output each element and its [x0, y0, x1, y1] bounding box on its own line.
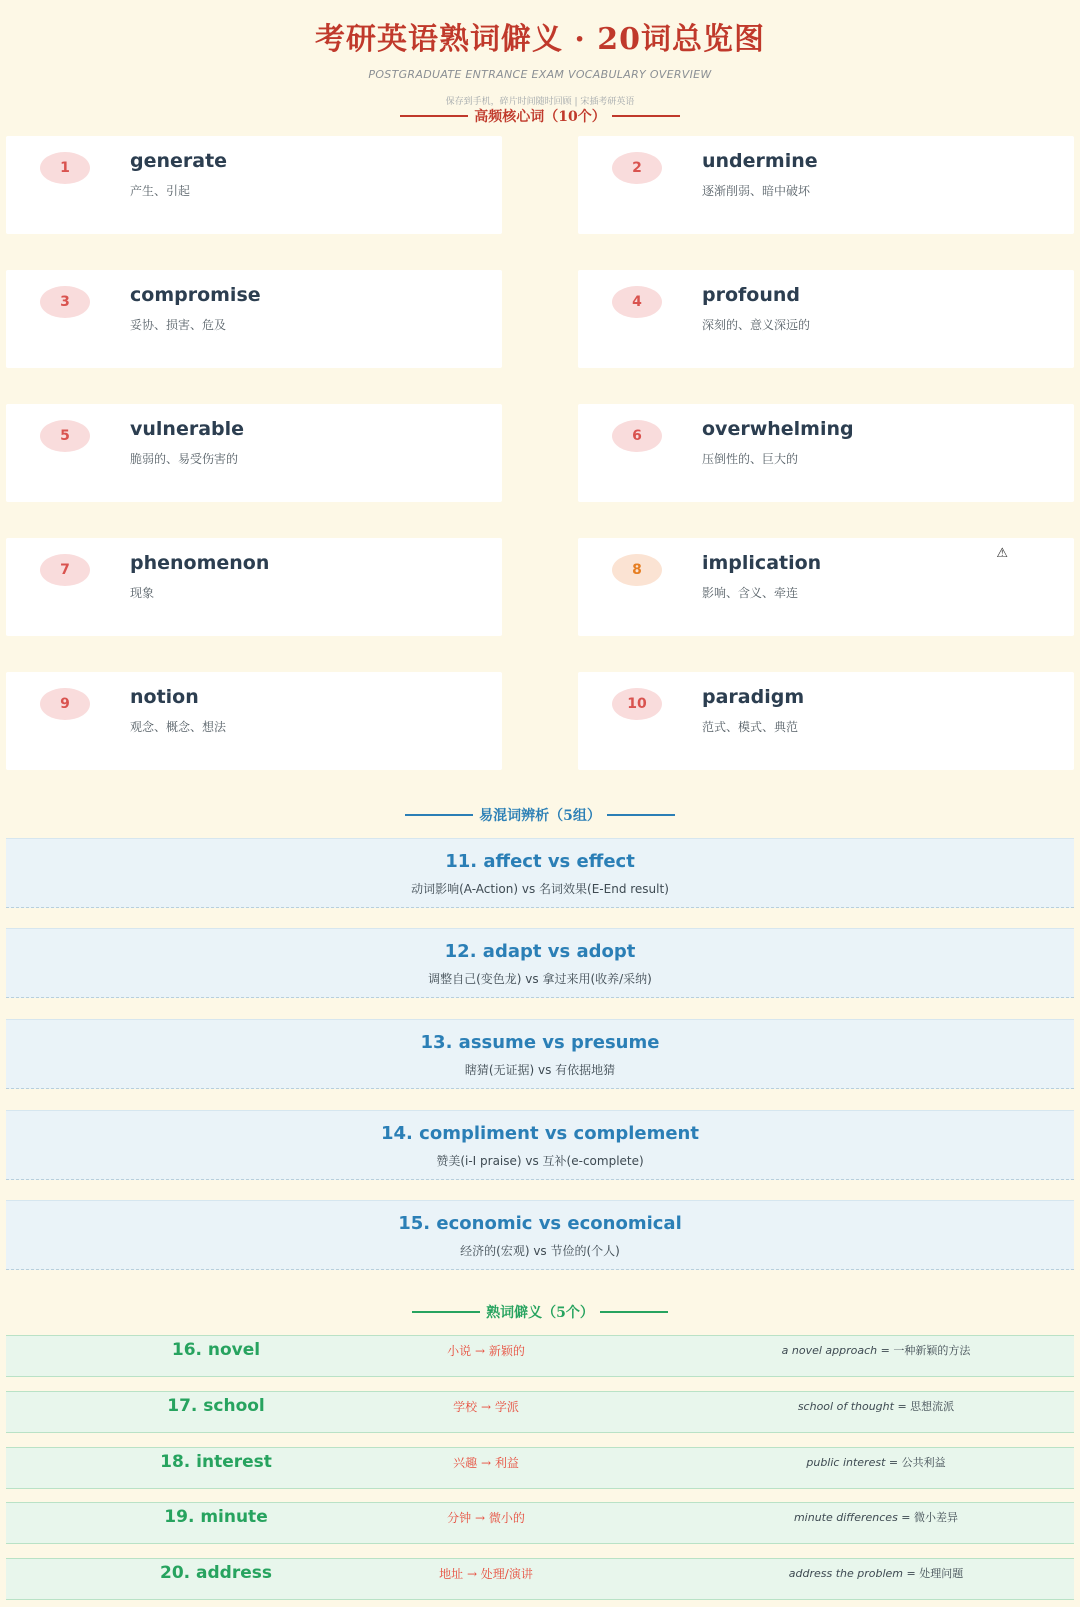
confusable-pair-card [6, 1200, 1074, 1270]
polysemy-word: 19. minute [164, 1507, 268, 1527]
word-number-badge: 3 [40, 286, 90, 318]
confusable-pair-card [6, 1019, 1074, 1089]
polysemy-section-header [0, 1302, 1080, 1322]
word-text: notion [130, 686, 199, 708]
page-subtitle: POSTGRADUATE ENTRANCE EXAM VOCABULARY OVERVIEW [368, 68, 712, 81]
warning-icon: ⚠ [996, 546, 1008, 561]
confusable-pair: 12. adapt vs adopt [444, 941, 636, 962]
confusable-pair-card [6, 928, 1074, 998]
usage-example [686, 1509, 1066, 1525]
polysemy-word: 20. address [160, 1563, 272, 1583]
word-text: generate [130, 150, 228, 172]
word-meaning: 妥协、损害、危及 [130, 318, 227, 332]
confusable-pair-card [6, 838, 1074, 908]
polysemy-word: 17. school [167, 1396, 265, 1416]
example-chinese: = 一种新颖的方法 [877, 1344, 971, 1357]
word-meaning: 产生、引起 [130, 184, 191, 198]
meaning-shift: 学校 → 学派 [453, 1400, 519, 1414]
word-number-badge: 8 [612, 554, 662, 586]
word-text: phenomenon [130, 552, 270, 574]
word-meaning: 脆弱的、易受伤害的 [130, 452, 239, 466]
word-card [6, 270, 502, 368]
example-chinese: = 微小差异 [897, 1511, 959, 1524]
word-number-badge: 7 [40, 554, 90, 586]
word-number-badge: 10 [612, 688, 662, 720]
polysemy-row [6, 1391, 1074, 1433]
example-english: a novel approach [781, 1344, 878, 1357]
example-english: minute differences [793, 1511, 898, 1524]
confusable-explanation: 调整自己(变色龙) vs 拿过来用(收养/采纳) [428, 972, 652, 986]
example-english: school of thought [797, 1400, 894, 1413]
meaning-shift: 分钟 → 微小的 [447, 1511, 525, 1525]
confusable-pair: 15. economic vs economical [398, 1213, 682, 1234]
meaning-shift: 小说 → 新颖的 [447, 1344, 525, 1358]
divider-line [412, 1311, 480, 1313]
confusable-explanation: 动词影响(A-Action) vs 名词效果(E-End result) [411, 882, 669, 896]
word-card [578, 672, 1074, 770]
word-card [6, 538, 502, 636]
word-text: overwhelming [702, 418, 854, 440]
word-text: profound [702, 284, 800, 306]
word-number-badge: 4 [612, 286, 662, 318]
usage-example [686, 1342, 1066, 1358]
confusable-pair-card [6, 1110, 1074, 1180]
confusable-pair: 11. affect vs effect [445, 851, 635, 872]
example-chinese: = 公共利益 [885, 1456, 946, 1469]
confusable-pair: 13. assume vs presume [420, 1032, 660, 1053]
core-section-title: 高频核心词（10个） [474, 109, 606, 125]
word-meaning: 深刻的、意义深远的 [702, 318, 811, 332]
meaning-shift: 地址 → 处理/演讲 [439, 1567, 533, 1581]
word-meaning: 影响、含义、牵连 [702, 586, 799, 600]
word-card [6, 404, 502, 502]
word-meaning: 现象 [130, 586, 155, 600]
word-card [578, 538, 1074, 636]
word-text: paradigm [702, 686, 805, 708]
word-card [6, 672, 502, 770]
word-number-badge: 2 [612, 152, 662, 184]
polysemy-section-title: 熟词僻义（5个） [486, 1305, 594, 1321]
word-card [578, 270, 1074, 368]
word-text: vulnerable [130, 418, 245, 440]
page-title: 考研英语熟词僻义 · 20词总览图 [314, 22, 766, 57]
word-text: implication [702, 552, 822, 574]
example-chinese: = 思想流派 [893, 1400, 955, 1413]
word-card [6, 136, 502, 234]
usage-example [686, 1398, 1066, 1414]
meaning-shift: 兴趣 → 利益 [453, 1456, 519, 1470]
polysemy-word: 18. interest [160, 1452, 272, 1472]
word-card [578, 404, 1074, 502]
word-meaning: 范式、模式、典范 [702, 720, 799, 734]
confusable-section-title: 易混词辨析（5组） [479, 808, 601, 824]
confusable-explanation: 瞎猜(无证据) vs 有依据地猜 [464, 1063, 616, 1077]
divider-line [600, 1311, 668, 1313]
usage-example [686, 1565, 1066, 1581]
confusable-pair: 14. compliment vs complement [381, 1123, 699, 1144]
divider-line [400, 115, 468, 117]
polysemy-word: 16. novel [171, 1340, 261, 1360]
confusable-explanation: 经济的(宏观) vs 节俭的(个人) [460, 1244, 620, 1258]
word-card [578, 136, 1074, 234]
word-number-badge: 6 [612, 420, 662, 452]
word-meaning: 逐渐削弱、暗中破坏 [702, 184, 811, 198]
example-chinese: = 处理问题 [903, 1567, 964, 1580]
confusable-section-header [0, 805, 1080, 825]
core-section-header [0, 106, 1080, 126]
word-number-badge: 9 [40, 688, 90, 720]
word-text: undermine [702, 150, 818, 172]
word-meaning: 压倒性的、巨大的 [702, 452, 799, 466]
polysemy-row [6, 1335, 1074, 1377]
word-meaning: 观念、概念、想法 [130, 720, 227, 734]
divider-line [607, 814, 675, 816]
polysemy-row [6, 1502, 1074, 1544]
usage-example [686, 1454, 1066, 1470]
example-english: public interest [806, 1456, 886, 1469]
polysemy-row [6, 1447, 1074, 1489]
polysemy-row [6, 1558, 1074, 1600]
word-number-badge: 5 [40, 420, 90, 452]
divider-line [612, 115, 680, 117]
confusable-explanation: 赞美(i-I praise) vs 互补(e-complete) [436, 1154, 644, 1168]
page-tagline: 保存到手机，碎片时间随时回顾 | 宋插考研英语 [445, 97, 635, 107]
word-number-badge: 1 [40, 152, 90, 184]
divider-line [405, 814, 473, 816]
word-text: compromise [130, 284, 261, 306]
example-english: address the problem [788, 1567, 904, 1580]
